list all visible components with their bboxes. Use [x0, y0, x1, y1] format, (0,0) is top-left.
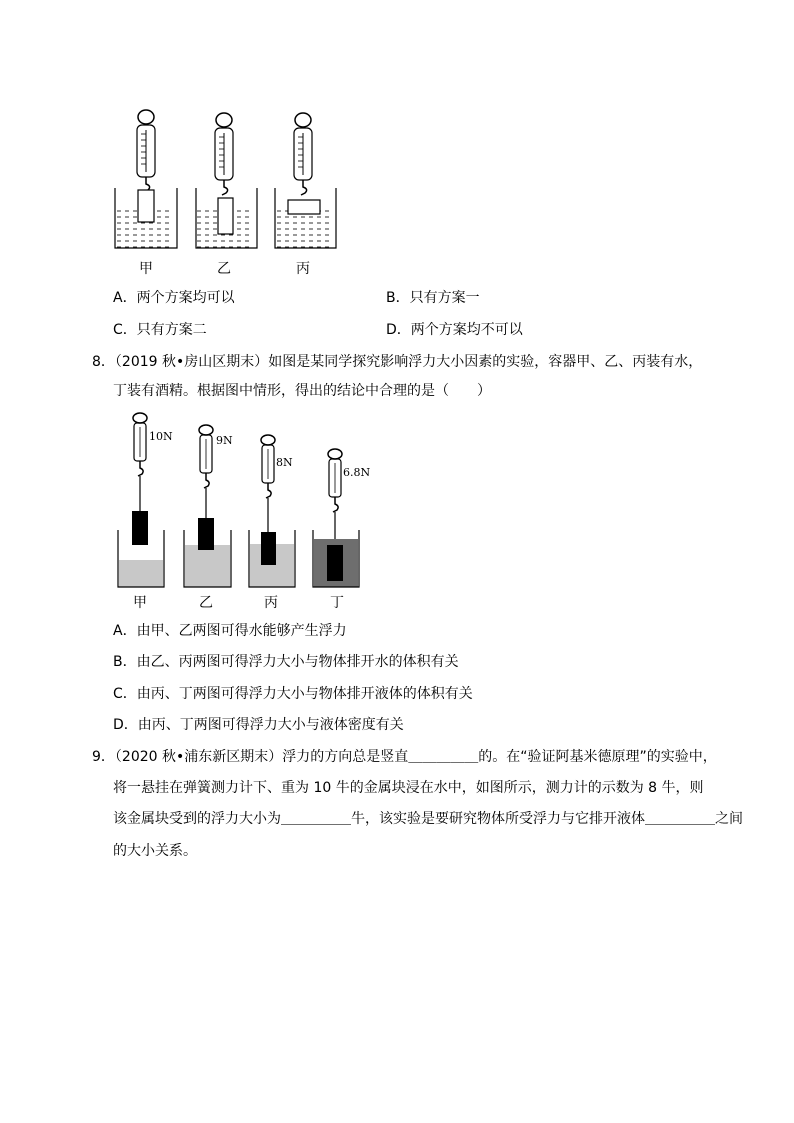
setup-yi-2	[184, 425, 233, 587]
setup-bing-2	[249, 435, 295, 587]
figure-1-caption-bing: 丙	[296, 261, 310, 277]
figure-1-diagram	[100, 100, 350, 260]
reading-ding: 6.8N	[343, 466, 370, 479]
figure-1-caption-yi: 乙	[217, 261, 231, 277]
q7-option-a: A．两个方案均可以	[113, 290, 235, 306]
figure-1-caption-jia: 甲	[139, 261, 153, 277]
figure-2-caption-yi: 乙	[199, 595, 213, 611]
q8-option-a: A．由甲、乙两图可得水能够产生浮力	[113, 623, 347, 639]
q8-stem-line-2: 丁装有酒精。根据图中情形，得出的结论中合理的是（ ）	[113, 383, 491, 399]
q8-option-b: B．由乙、丙两图可得浮力大小与物体排开水的体积有关	[113, 654, 459, 670]
q9-line-3: 该金属块受到的浮力大小为＿＿＿＿＿牛，该实验是要研究物体所受浮力与它排开液体＿＿＿＿＿之间	[113, 811, 743, 827]
q8-option-d: D．由丙、丁两图可得浮力大小与液体密度有关	[113, 717, 404, 733]
figure-2-caption-bing: 丙	[264, 595, 278, 611]
figure-2-diagram	[110, 410, 370, 590]
setup-yi	[196, 113, 257, 248]
q7-option-b: B．只有方案一	[386, 290, 480, 306]
q8-stem-line-1: 8．（2019 秋•房山区期末）如图是某同学探究影响浮力大小因素的实验，容器甲、乙、丙装有水，	[92, 354, 703, 370]
setup-ding-2	[313, 449, 370, 587]
setup-jia	[113, 110, 177, 248]
q9-line-2: 将一悬挂在弹簧测力计下、重为 10 牛的金属块浸在水中，如图所示，测力计的示数为 8 牛，则	[113, 780, 704, 796]
reading-jia: 10N	[149, 430, 173, 443]
reading-yi: 9N	[216, 434, 233, 447]
q8-option-c: C．由丙、丁两图可得浮力大小与物体排开液体的体积有关	[113, 686, 473, 702]
q7-option-d: D．两个方案均不可以	[386, 322, 523, 338]
q9-line-1: 9．（2020 秋•浦东新区期末）浮力的方向总是竖直＿＿＿＿＿的。在“验证阿基米德原理”的实验中，	[92, 749, 717, 765]
figure-2-caption-ding: 丁	[330, 595, 344, 611]
setup-jia-2	[118, 413, 173, 587]
setup-bing	[275, 113, 336, 248]
q9-line-4: 的大小关系。	[113, 843, 197, 859]
q7-option-c: C．只有方案二	[113, 322, 207, 338]
figure-2-caption-jia: 甲	[133, 595, 147, 611]
reading-bing: 8N	[276, 456, 293, 469]
